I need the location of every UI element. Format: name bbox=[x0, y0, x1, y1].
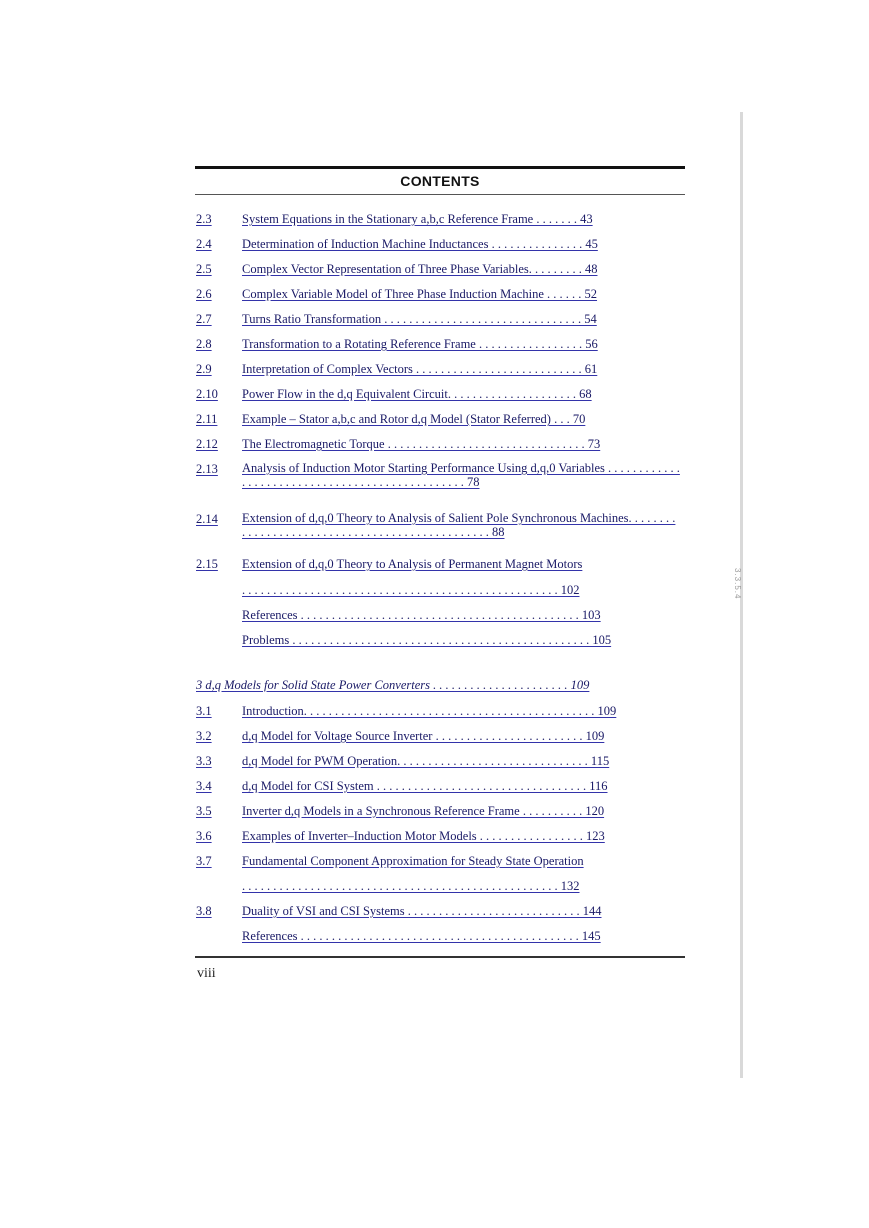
toc-entry-title[interactable]: Power Flow in the d,q Equivalent Circuit. . . . . . . . . . . . . . . . . . . . . 68 bbox=[242, 387, 592, 401]
toc-entry-title[interactable]: Extension of d,q,0 Theory to Analysis of Permanent Magnet Motors bbox=[242, 557, 583, 571]
toc-entry-title[interactable]: d,q Model for PWM Operation. . . . . . . . . . . . . . . . . . . . . . . . . . . . . . . 115 bbox=[242, 754, 610, 768]
toc-entry-title[interactable]: Examples of Inverter–Induction Motor Models . . . . . . . . . . . . . . . . . 123 bbox=[242, 829, 605, 843]
toc-entry-title[interactable]: References . . . . . . . . . . . . . . . . . . . . . . . . . . . . . . . . . . . . . . . . . . . . . 103 bbox=[242, 608, 601, 622]
header-rule bbox=[195, 194, 685, 195]
toc-entry-title[interactable]: Analysis of Induction Motor Starting Performance Using d,q,0 Variables . . . . . . . . . . . . . . . . . . . . . . . . . . . . . . . . . . . . . . . . . . . . . . . . 78 bbox=[242, 461, 680, 489]
toc-entry-title[interactable]: Duality of VSI and CSI Systems . . . . . . . . . . . . . . . . . . . . . . . . . . . . 144 bbox=[242, 904, 602, 918]
toc-entry-number: 2.11 bbox=[196, 412, 218, 426]
toc-entry-number: 2.8 bbox=[196, 337, 212, 351]
toc-entry-number: 2.10 bbox=[196, 387, 218, 401]
toc-entry-number: 2.6 bbox=[196, 287, 212, 301]
toc-entry-number: 3.2 bbox=[196, 729, 212, 743]
toc-entry-number: 3.3 bbox=[196, 754, 212, 768]
toc-entry-number: 2.12 bbox=[196, 437, 218, 451]
toc-entry-number: 3.4 bbox=[196, 779, 212, 793]
toc-entry-title[interactable]: Determination of Induction Machine Inductances . . . . . . . . . . . . . . . 45 bbox=[242, 237, 598, 251]
toc-entry-title[interactable]: Turns Ratio Transformation . . . . . . . . . . . . . . . . . . . . . . . . . . . . . . . . 54 bbox=[242, 312, 597, 326]
toc-entry-title[interactable]: Fundamental Component Approximation for Steady State Operation bbox=[242, 854, 584, 868]
toc-entry-number: 2.15 bbox=[196, 557, 218, 571]
toc-entry-title[interactable]: . . . . . . . . . . . . . . . . . . . . . . . . . . . . . . . . . . . . . . . . . . . . . . . . . . . 132 bbox=[242, 879, 580, 893]
page-number: viii bbox=[197, 966, 216, 981]
toc-entry-title[interactable]: System Equations in the Stationary a,b,c Reference Frame . . . . . . . 43 bbox=[242, 212, 593, 226]
toc-entry-number: 2.4 bbox=[196, 237, 212, 251]
toc-entry-title[interactable]: . . . . . . . . . . . . . . . . . . . . . . . . . . . . . . . . . . . . . . . . . . . . . . . . . . . 102 bbox=[242, 583, 580, 597]
bottom-rule bbox=[195, 956, 685, 958]
toc-entry-title[interactable]: Extension of d,q,0 Theory to Analysis of Salient Pole Synchronous Machines. . . . . . . . . . . . . . . . . . . . . . . . . . . . . . . . . . . . . . . . . . . . . . . . 88 bbox=[242, 511, 676, 539]
page-title: CONTENTS bbox=[400, 173, 480, 189]
toc-entry-title[interactable]: The Electromagnetic Torque . . . . . . . . . . . . . . . . . . . . . . . . . . . . . . . . 73 bbox=[242, 437, 601, 451]
toc-entry-number: 2.13 bbox=[196, 462, 218, 476]
toc-entry-title[interactable]: Interpretation of Complex Vectors . . . . . . . . . . . . . . . . . . . . . . . . . . . 61 bbox=[242, 362, 598, 376]
toc-entry-title[interactable]: Introduction. . . . . . . . . . . . . . . . . . . . . . . . . . . . . . . . . . . . . . . . . . . . . . . 109 bbox=[242, 704, 617, 718]
toc-entry-title[interactable]: Complex Variable Model of Three Phase Induction Machine . . . . . . 52 bbox=[242, 287, 598, 301]
toc-entry-title[interactable]: References . . . . . . . . . . . . . . . . . . . . . . . . . . . . . . . . . . . . . . . . . . . . . 145 bbox=[242, 929, 601, 943]
contents-page bbox=[195, 166, 685, 986]
toc-entry-number: 2.14 bbox=[196, 512, 218, 526]
toc-entry-title[interactable]: Problems . . . . . . . . . . . . . . . . . . . . . . . . . . . . . . . . . . . . . . . . . . . . . . . . 105 bbox=[242, 633, 612, 647]
toc-entry-number: 3.5 bbox=[196, 804, 212, 818]
toc-entry-title[interactable]: d,q Model for Voltage Source Inverter . . . . . . . . . . . . . . . . . . . . . . . . 109 bbox=[242, 729, 605, 743]
toc-chapter-title[interactable]: 3 d,q Models for Solid State Power Converters . . . . . . . . . . . . . . . . . . . . . . 109 bbox=[196, 678, 590, 692]
margin-annotation: 3.3.5.4 bbox=[733, 568, 742, 600]
toc-entry-number: 2.3 bbox=[196, 212, 212, 226]
toc-entry-title[interactable]: Complex Vector Representation of Three Phase Variables. . . . . . . . . 48 bbox=[242, 262, 598, 276]
toc-entry-number: 3.7 bbox=[196, 854, 212, 868]
toc-entry-number: 2.5 bbox=[196, 262, 212, 276]
toc-entry-number: 3.8 bbox=[196, 904, 212, 918]
toc-entry-number: 3.1 bbox=[196, 704, 212, 718]
toc-entry-number: 3.6 bbox=[196, 829, 212, 843]
top-rule bbox=[195, 166, 685, 169]
toc-entry-title[interactable]: Example – Stator a,b,c and Rotor d,q Model (Stator Referred) . . . 70 bbox=[242, 412, 586, 426]
toc-entry-title[interactable]: d,q Model for CSI System . . . . . . . . . . . . . . . . . . . . . . . . . . . . . . . . . . 116 bbox=[242, 779, 608, 793]
toc-entry-title[interactable]: Inverter d,q Models in a Synchronous Reference Frame . . . . . . . . . . 120 bbox=[242, 804, 605, 818]
toc-entry-number: 2.7 bbox=[196, 312, 212, 326]
toc-entry-title[interactable]: Transformation to a Rotating Reference Frame . . . . . . . . . . . . . . . . . 56 bbox=[242, 337, 598, 351]
toc-entry-number: 2.9 bbox=[196, 362, 212, 376]
